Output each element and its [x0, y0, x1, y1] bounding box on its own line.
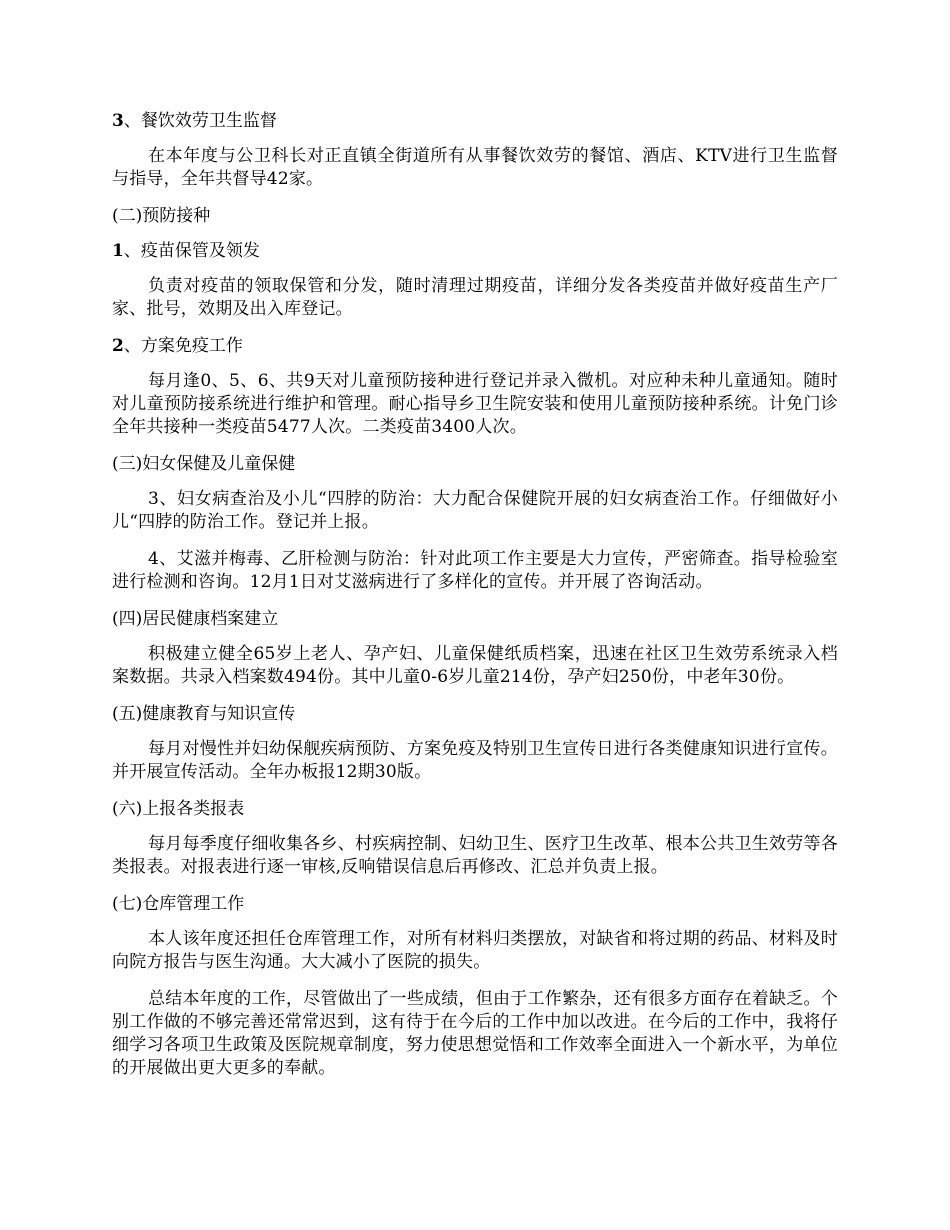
paragraph: 4、艾滋并梅毒、乙肝检测与防治：针对此项工作主要是大力宣传，严密筛查。指导检验室进行检测和咨询。12月1日对艾滋病进行了多样化的宣传。并开展了咨询活动。: [112, 549, 838, 592]
section-heading-immunization-plan: [112, 335, 838, 358]
section-heading-warehouse: [112, 893, 838, 916]
heading-text: 、疫苗保管及领发: [123, 241, 260, 261]
paragraph: 负责对疫苗的领取保管和分发，随时清理过期疫苗，详细分发各类疫苗并做好疫苗生产厂家、批号，效期及出入库登记。: [112, 276, 838, 319]
section-heading-vaccine-storage: [112, 240, 838, 263]
heading-text: 、餐饮效劳卫生监督: [123, 111, 277, 131]
paragraph: 每月逢0、5、6、共9天对儿童预防接种进行登记并录入微机。对应种未种儿童通知。随时对儿童预防接系统进行维护和管理。耐心指导乡卫生院安装和使用儿童预防接种系统。计免门诊全年共接种一类疫苗5477人次。二类疫苗3400人次。: [112, 371, 838, 437]
heading-number: 1: [112, 241, 124, 261]
paragraph: 3、妇女病查治及小儿“四脖的防治：大力配合保健院开展的妇女病查治工作。仔细做好小儿“四脖的防治工作。登记并上报。: [112, 489, 838, 532]
heading-text: (二)预防接种: [112, 206, 211, 226]
heading-text: (五)健康教育与知识宣传: [112, 704, 296, 724]
section-heading-vaccination: [112, 205, 838, 228]
heading-text: (七)仓库管理工作: [112, 894, 245, 914]
paragraph: 每月对慢性并妇幼保舰疾病预防、方案免疫及特别卫生宣传日进行各类健康知识进行宣传。并开展宣传活动。全年办板报12期30版。: [112, 739, 838, 782]
paragraph: 积极建立健全65岁上老人、孕产妇、儿童保健纸质档案，迅速在社区卫生效劳系统录入档案数据。共录入档案数494份。其中儿童0-6岁儿童214份，孕产妇250份，中老年30份。: [112, 644, 838, 687]
heading-number: 2: [112, 336, 124, 356]
paragraph-summary: 总结本年度的工作，尽管做出了一些成绩，但由于工作繁杂，还有很多方面存在着缺乏。个别工作做的不够完善还常常迟到，这有待于在今后的工作中加以改进。在今后的工作中，我将仔细学习各项卫生政策及医院规章制度，努力使思想觉悟和工作效率全面进入一个新水平，为单位的开展做出更大更多的奉献。: [112, 989, 838, 1078]
section-heading-health-records: [112, 608, 838, 631]
heading-number: 3: [112, 111, 124, 131]
section-heading-women-child-health: [112, 453, 838, 476]
paragraph: 本人该年度还担任仓库管理工作，对所有材料归类摆放，对缺省和将过期的药品、材料及时向院方报告与医生沟通。大大减小了医院的损失。: [112, 929, 838, 972]
section-heading-reports: [112, 798, 838, 821]
section-heading-catering-supervision: [112, 110, 838, 133]
document-body: [112, 110, 838, 1080]
heading-text: (三)妇女保健及儿童保健: [112, 454, 296, 474]
paragraph: 每月每季度仔细收集各乡、村疾病控制、妇幼卫生、医疗卫生改革、根本公共卫生效劳等各类报表。对报表进行逐一审核,反响错误信息后再修改、汇总并负责上报。: [112, 834, 838, 877]
paragraph: 在本年度与公卫科长对正直镇全街道所有从事餐饮效劳的餐馆、酒店、KTV进行卫生监督与指导，全年共督导42家。: [112, 146, 838, 189]
section-heading-health-education: [112, 703, 838, 726]
heading-text: (六)上报各类报表: [112, 799, 245, 819]
heading-text: (四)居民健康档案建立: [112, 609, 279, 629]
heading-text: 、方案免疫工作: [123, 336, 243, 356]
